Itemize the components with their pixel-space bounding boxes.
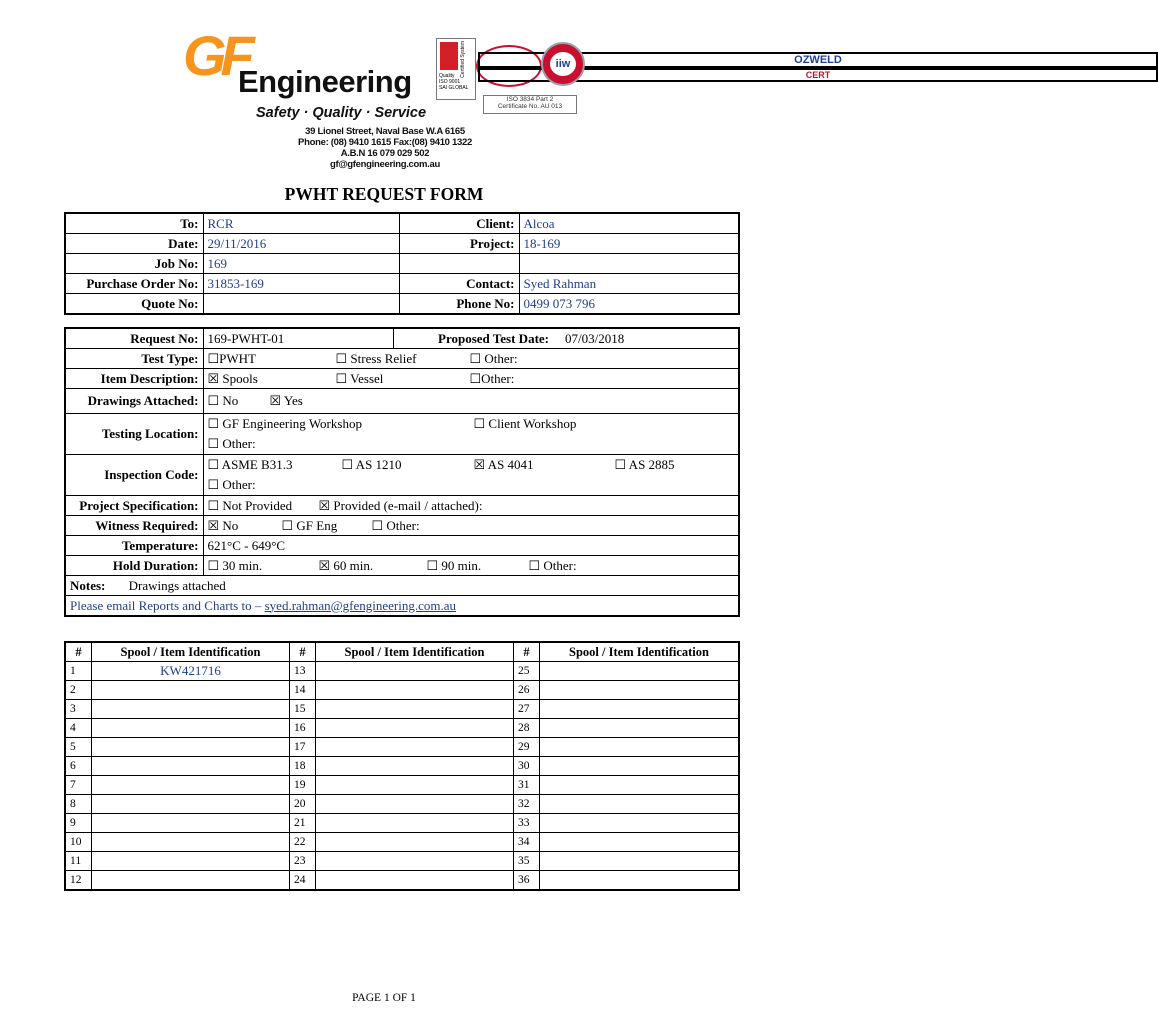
row-number: 1 [65, 662, 92, 681]
spec-label: Project Specification: [65, 496, 203, 516]
row-number: 6 [65, 757, 92, 776]
table-row [65, 596, 739, 617]
spool-id-field[interactable] [316, 833, 514, 852]
table-row [65, 213, 739, 234]
table-row [65, 662, 739, 681]
table-header-row [65, 642, 739, 662]
column-header-number: # [514, 642, 540, 662]
row-number: 7 [65, 776, 92, 795]
spool-id-field[interactable]: KW421716 [92, 662, 290, 681]
spool-id-field[interactable] [540, 719, 740, 738]
row-number: 27 [514, 700, 540, 719]
empty-cell [519, 254, 739, 274]
date-field[interactable]: 29/11/2016 [203, 234, 399, 254]
row-number: 10 [65, 833, 92, 852]
quote-field[interactable] [203, 294, 399, 315]
quote-label: Quote No: [65, 294, 203, 315]
spool-id-field[interactable] [316, 700, 514, 719]
spool-id-field[interactable] [92, 700, 290, 719]
request-no-label: Request No: [65, 328, 203, 349]
spool-id-field[interactable] [92, 833, 290, 852]
job-label: Job No: [65, 254, 203, 274]
notes-row [65, 576, 739, 596]
witness-label: Witness Required: [65, 516, 203, 536]
spool-id-field[interactable] [92, 795, 290, 814]
row-number: 18 [290, 757, 316, 776]
to-field[interactable]: RCR [203, 213, 399, 234]
row-number: 14 [290, 681, 316, 700]
phone-label: Phone No: [399, 294, 519, 315]
spool-id-field[interactable] [540, 681, 740, 700]
po-field[interactable]: 31853-169 [203, 274, 399, 294]
table-row [65, 681, 739, 700]
email-link[interactable]: syed.rahman@gfengineering.com.au [264, 597, 456, 613]
spool-id-field[interactable] [92, 871, 290, 891]
row-number: 16 [290, 719, 316, 738]
temperature-field[interactable]: 621°C - 649°C [203, 536, 739, 556]
page-title: PWHT REQUEST FORM [284, 184, 484, 204]
table-row [65, 455, 739, 496]
test-type-label: Test Type: [65, 349, 203, 369]
cert-quality: Quality [439, 73, 455, 79]
drawings-label: Drawings Attached: [65, 389, 203, 414]
table-row [65, 757, 739, 776]
row-number: 21 [290, 814, 316, 833]
option-30min[interactable]: ☐ 30 min. [207, 557, 263, 573]
project-field[interactable]: 18-169 [519, 234, 739, 254]
option-asme[interactable]: ☐ ASME B31.3 [207, 457, 293, 472]
row-number: 2 [65, 681, 92, 700]
address-line: 39 Lionel Street, Naval Base W.A 6165 [305, 126, 465, 137]
row-number: 23 [290, 852, 316, 871]
spool-id-field[interactable] [540, 662, 740, 681]
option-witness-other[interactable]: ☐ Other: [371, 517, 420, 533]
option-drawings-yes[interactable]: ☒ Yes [269, 393, 303, 408]
table-row [65, 795, 739, 814]
logo-engineering: Engineering [238, 64, 412, 99]
hold-options [203, 556, 739, 576]
iso3834-certificate [483, 95, 577, 114]
spool-id-field[interactable] [92, 852, 290, 871]
email-row [65, 596, 739, 617]
row-number: 29 [514, 738, 540, 757]
spool-id-field[interactable] [92, 719, 290, 738]
row-number: 35 [514, 852, 540, 871]
test-date-field[interactable]: 07/03/2018 [553, 328, 739, 349]
option-stress-relief[interactable]: ☐ Stress Relief [335, 350, 417, 366]
table-row [65, 414, 739, 455]
table-row [65, 516, 739, 536]
spool-id-field[interactable] [540, 776, 740, 795]
option-spec-not-provided[interactable]: ☐ Not Provided [207, 497, 293, 513]
empty-cell [399, 254, 519, 274]
table-row [65, 852, 739, 871]
table-row [65, 349, 739, 369]
spool-id-field[interactable] [540, 871, 740, 891]
table-row [65, 254, 739, 274]
spool-id-field[interactable] [540, 814, 740, 833]
to-label: To: [65, 213, 203, 234]
column-header-spool: Spool / Item Identification [540, 642, 740, 662]
contact-field[interactable]: Syed Rahman [519, 274, 739, 294]
request-no-field[interactable]: 169-PWHT-01 [203, 328, 393, 349]
table-row [65, 700, 739, 719]
spool-id-field[interactable] [316, 757, 514, 776]
row-number: 26 [514, 681, 540, 700]
row-number: 9 [65, 814, 92, 833]
row-number: 11 [65, 852, 92, 871]
spool-id-field[interactable] [316, 871, 514, 891]
code-options [203, 455, 739, 496]
option-item-other[interactable]: ☐Other: [469, 370, 515, 386]
column-header-spool: Spool / Item Identification [316, 642, 514, 662]
cert-iso: ISO 9001 [439, 79, 461, 85]
iso3834-line1: ISO 3834 Part 2 [506, 96, 554, 103]
iso3834-line2: Certificate No. AU 013 [497, 103, 563, 110]
spool-id-field[interactable] [92, 757, 290, 776]
row-number: 33 [514, 814, 540, 833]
certified-badge-mark [440, 42, 458, 70]
row-number: 24 [290, 871, 316, 891]
row-number: 19 [290, 776, 316, 795]
spool-id-field[interactable] [316, 776, 514, 795]
location-label: Testing Location: [65, 414, 203, 455]
email-line: gf@gfengineering.com.au [329, 159, 441, 170]
iiw-text: iiw [550, 52, 576, 76]
page-number: PAGE 1 OF 1 [352, 992, 416, 1004]
temperature-label: Temperature: [65, 536, 203, 556]
option-witness-no[interactable]: ☒ No [207, 517, 239, 533]
table-row [65, 576, 739, 596]
table-row [65, 369, 739, 389]
table-row [65, 536, 739, 556]
option-client-workshop[interactable]: ☐ Client Workshop [473, 416, 577, 431]
spool-table [64, 641, 740, 891]
option-as2885[interactable]: ☐ AS 2885 [614, 457, 675, 472]
table-row [65, 234, 739, 254]
company-address [260, 126, 510, 170]
job-field[interactable]: 169 [203, 254, 399, 274]
option-code-other[interactable]: ☐ Other: [207, 477, 256, 492]
table-row [65, 871, 739, 891]
row-number: 8 [65, 795, 92, 814]
option-gf-workshop[interactable]: ☐ GF Engineering Workshop [207, 416, 362, 431]
spool-id-field[interactable] [316, 738, 514, 757]
row-number: 36 [514, 871, 540, 891]
option-hold-other[interactable]: ☐ Other: [528, 557, 577, 573]
table-row [65, 814, 739, 833]
row-number: 13 [290, 662, 316, 681]
info-table [64, 212, 740, 315]
option-witness-gf[interactable]: ☐ GF Eng [281, 517, 338, 533]
row-number: 20 [290, 795, 316, 814]
spool-id-field[interactable] [92, 776, 290, 795]
row-number: 28 [514, 719, 540, 738]
witness-options [203, 516, 739, 536]
column-header-number: # [290, 642, 316, 662]
table-row [65, 496, 739, 516]
option-60min[interactable]: ☒ 60 min. [318, 557, 374, 573]
spool-id-field[interactable] [316, 795, 514, 814]
test-type-options [203, 349, 739, 369]
spool-id-field[interactable] [92, 681, 290, 700]
phone-field[interactable]: 0499 073 796 [519, 294, 739, 315]
option-as1210[interactable]: ☐ AS 1210 [341, 457, 402, 472]
row-number: 32 [514, 795, 540, 814]
certified-label: Certified System [460, 41, 466, 78]
item-desc-options [203, 369, 739, 389]
iiw-logo [541, 42, 585, 86]
spool-id-field[interactable] [316, 852, 514, 871]
spool-id-field[interactable] [92, 814, 290, 833]
logo-gf: GF [183, 24, 249, 87]
certified-details [439, 73, 468, 91]
spool-id-field[interactable] [316, 681, 514, 700]
item-desc-label: Item Description: [65, 369, 203, 389]
spool-id-field[interactable] [316, 814, 514, 833]
option-pwht[interactable]: ☐PWHT [207, 350, 256, 366]
code-label: Inspection Code: [65, 455, 203, 496]
row-number: 17 [290, 738, 316, 757]
row-number: 22 [290, 833, 316, 852]
row-number: 30 [514, 757, 540, 776]
po-label: Purchase Order No: [65, 274, 203, 294]
client-label: Client: [399, 213, 519, 234]
row-number: 31 [514, 776, 540, 795]
column-header-number: # [65, 642, 92, 662]
table-row [65, 738, 739, 757]
spool-id-field[interactable] [540, 700, 740, 719]
row-number: 4 [65, 719, 92, 738]
row-number: 15 [290, 700, 316, 719]
phone-fax-line: Phone: (08) 9410 1615 Fax:(08) 9410 1322 [298, 137, 472, 148]
ozweld-text: OZWELD [478, 52, 1158, 68]
certified-system-badge [436, 38, 476, 100]
spool-id-field[interactable] [540, 833, 740, 852]
cert-sai: SAI GLOBAL [439, 85, 469, 91]
option-test-other[interactable]: ☐ Other: [469, 350, 518, 366]
email-instruction: Please email Reports and Charts to – [70, 597, 265, 613]
spool-id-field[interactable] [316, 662, 514, 681]
spool-id-field[interactable] [92, 738, 290, 757]
row-number: 12 [65, 871, 92, 891]
option-spools[interactable]: ☒ Spools [207, 370, 258, 386]
spool-id-field[interactable] [540, 738, 740, 757]
row-number: 3 [65, 700, 92, 719]
notes-label: Notes: [70, 577, 106, 593]
spec-options [203, 496, 739, 516]
location-options [203, 414, 739, 455]
test-date-label: Proposed Test Date: [393, 328, 553, 349]
option-as4041[interactable]: ☒ AS 4041 [473, 457, 534, 472]
option-drawings-no[interactable]: ☐ No [207, 393, 239, 408]
table-row [65, 274, 739, 294]
drawings-options [203, 389, 739, 414]
spool-id-field[interactable] [316, 719, 514, 738]
hold-label: Hold Duration: [65, 556, 203, 576]
table-row [65, 776, 739, 795]
row-number: 5 [65, 738, 92, 757]
contact-label: Contact: [399, 274, 519, 294]
project-label: Project: [399, 234, 519, 254]
option-90min[interactable]: ☐ 90 min. [426, 557, 482, 573]
spool-id-field[interactable] [540, 795, 740, 814]
spool-id-field[interactable] [540, 757, 740, 776]
table-row [65, 294, 739, 315]
table-row [65, 328, 739, 349]
table-row [65, 389, 739, 414]
abn-line: A.B.N 16 079 029 502 [340, 148, 430, 159]
option-spec-provided[interactable]: ☒ Provided (e-mail / attached): [318, 497, 483, 513]
column-header-spool: Spool / Item Identification [92, 642, 290, 662]
client-field[interactable]: Alcoa [519, 213, 739, 234]
tagline: Safety · Quality · Service [256, 105, 427, 121]
row-number: 34 [514, 833, 540, 852]
table-row [65, 719, 739, 738]
table-row [65, 833, 739, 852]
option-vessel[interactable]: ☐ Vessel [335, 370, 384, 386]
date-label: Date: [65, 234, 203, 254]
table-row [65, 556, 739, 576]
request-table [64, 327, 740, 617]
notes-field[interactable]: Drawings attached [128, 577, 226, 593]
option-location-other[interactable]: ☐ Other: [207, 436, 256, 451]
row-number: 25 [514, 662, 540, 681]
ozweld-cert-text: CERT [478, 68, 1158, 82]
spool-id-field[interactable] [540, 852, 740, 871]
